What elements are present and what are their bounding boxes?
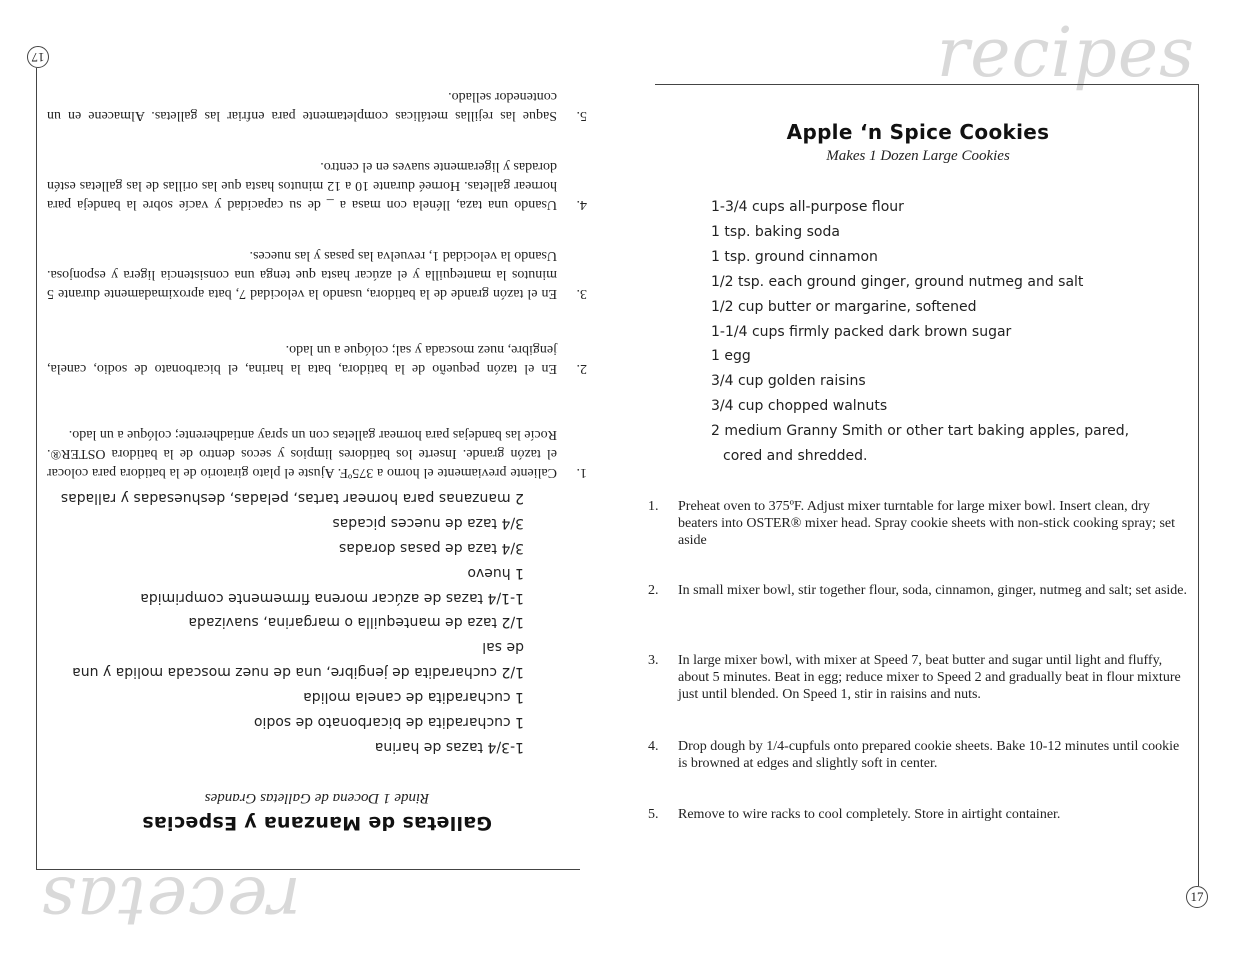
instruction-step [648, 738, 1188, 772]
recipe-yield: Rinde 1 Docena de Galletas Grandes [204, 790, 430, 806]
ingredient-item: 1/2 cup butter or margarine, softened [711, 298, 977, 315]
watermark: recetas [40, 861, 301, 940]
ingredient-item: 1/2 taza de mantequilla o margarina, suavizada [188, 614, 524, 631]
step-number: 1. [576, 465, 587, 480]
step-number: 3. [576, 286, 587, 301]
step-number: 3. [648, 653, 659, 668]
english-page [618, 0, 1235, 954]
ingredient-item: 3/4 taza de pasas doradas [338, 539, 524, 556]
ingredient-item: 1-1/4 cups firmly packed dark brown sugar [711, 323, 1012, 340]
step-text: Remove to wire racks to cool completely. Store in airtight container. [678, 807, 1061, 822]
step-number: 5. [576, 108, 587, 123]
ingredient-item: 3/4 taza de nueces picadas [332, 514, 524, 531]
instruction-step [648, 806, 1188, 823]
divider-vertical [1198, 84, 1199, 886]
ingredient-item: 2 manzanas para hornear tartas, peladas, deshuesadas y ralladas [60, 489, 524, 506]
step-text: Usando una taza, llénela con masa a _ de su capacidad y vacíe sobre la bandeja para hornear galletas. Horneé durante 10 a 12 minutos hasta que las orillas de las galletas estén doradas y ligeramente suaves en el centro. [47, 159, 557, 212]
instruction-step [47, 157, 587, 214]
step-text: Preheat oven to 375ºF. Adjust mixer turntable for large mixer bowl. Insert clean, dry beaters into OSTER® mixer head. Spray cookie sheets with non-stick cooking spray; set aside [678, 499, 1176, 548]
ingredient-item [711, 444, 1181, 469]
ingredient-item: 3/4 cup golden raisins [711, 373, 866, 390]
page-number: 17 [27, 46, 49, 68]
ingredient-item: 1/2 cucharadita de jengibre, una de nuez moscada molida y una de sal [72, 639, 524, 681]
ingredient-item: 1 tsp. baking soda [711, 223, 840, 240]
ingredient-item: 1-3/4 tazas de harina [374, 739, 524, 755]
instruction-step [648, 498, 1188, 549]
step-number: 2. [648, 583, 659, 598]
ingredient-list [54, 485, 524, 759]
divider-horizontal [655, 84, 1199, 85]
ingredient-item: 2 medium Granny Smith or other tart baking apples, pared, [711, 423, 1130, 440]
ingredient-item: 1 egg [711, 348, 751, 365]
step-number: 4. [648, 739, 659, 754]
instruction-step [47, 340, 587, 378]
divider-vertical [36, 68, 37, 870]
recipe-title: Apple ‘n Spice Cookies [786, 120, 1050, 144]
step-text: Drop dough by 1/4-cupfuls onto prepared cookie sheets. Bake 10-12 minutes until cookie is browned at edges and slightly soft in center. [678, 739, 1180, 771]
page-number: 17 [1186, 886, 1208, 908]
ingredient-item: 1 cucharadita de canela molida [303, 689, 524, 706]
instruction-step [648, 582, 1188, 599]
step-number: 2. [576, 361, 587, 376]
step-number: 4. [576, 197, 587, 212]
step-number: 1. [648, 499, 659, 514]
instruction-step [47, 246, 587, 303]
ingredient-list [711, 195, 1181, 469]
step-text: In large mixer bowl, with mixer at Speed 7, beat butter and sugar until light and fluffy, about 5 minutes. Beat in egg; reduce mixer to Speed 2 and gradually beat in flour mixture just until blended. On Speed 1, stir in raisins and nuts. [678, 653, 1181, 702]
step-text: En el tazón pequeño de la batidora, bata la harina, el bicarbonato de sodio, canela, jengibre, nuez moscada y sal; colóque a un lado. [47, 342, 557, 376]
divider-horizontal [36, 869, 580, 870]
instruction-step [648, 652, 1188, 703]
ingredient-item: 1-3/4 cups all-purpose flour [711, 199, 904, 215]
step-text: Saque las rejillas metálicas completamente para enfriar las galletas. Almacene en un contenedor sellado. [47, 89, 557, 123]
ingredient-item: 1 cucharadita de bicarbonato de sodio [253, 714, 524, 731]
instruction-step [47, 87, 587, 125]
step-text: Caliente previamente el horno a 375ºF. Ajuste el plato giratorio de la batidora para colocar el tazón grande. Inserte los batidores limpios y secos dentro de la batidora OSTER®. Rocíe las bandejas para hornear galletas con un spray antiadherente; colóque a un lado. [47, 427, 557, 480]
recipe-title: Galletas de Manzana y Especias [141, 812, 493, 834]
step-text: En el tazón grande de la batidora, usando la velocidad 7, bata aproximadamente durante 5 minutos la mantequilla y el azúcar hasta que tenga una consistencia ligera y esponjosa. Usando la velocidad 1, revuelva las pasas y las nueces. [47, 248, 557, 301]
ingredient-item: 3/4 cup chopped walnuts [711, 398, 888, 415]
ingredient-continuation: cored and shredded. [723, 448, 868, 465]
ingredient-item: 1 tsp. ground cinnamon [711, 248, 878, 265]
recipe-yield: Makes 1 Dozen Large Cookies [826, 148, 1010, 164]
ingredient-item: 1-1/4 tazas de azúcar morena firmemente comprimida [140, 589, 524, 606]
step-number: 5. [648, 807, 659, 822]
ingredient-item: 1/2 tsp. each ground ginger, ground nutmeg and salt [711, 273, 1084, 290]
spanish-page [0, 0, 617, 954]
instruction-step [47, 425, 587, 482]
ingredient-item: 1 huevo [467, 564, 524, 581]
watermark: recipes [936, 14, 1195, 93]
step-text: In small mixer bowl, stir together flour, soda, cinnamon, ginger, nutmeg and salt; set aside. [678, 583, 1187, 598]
